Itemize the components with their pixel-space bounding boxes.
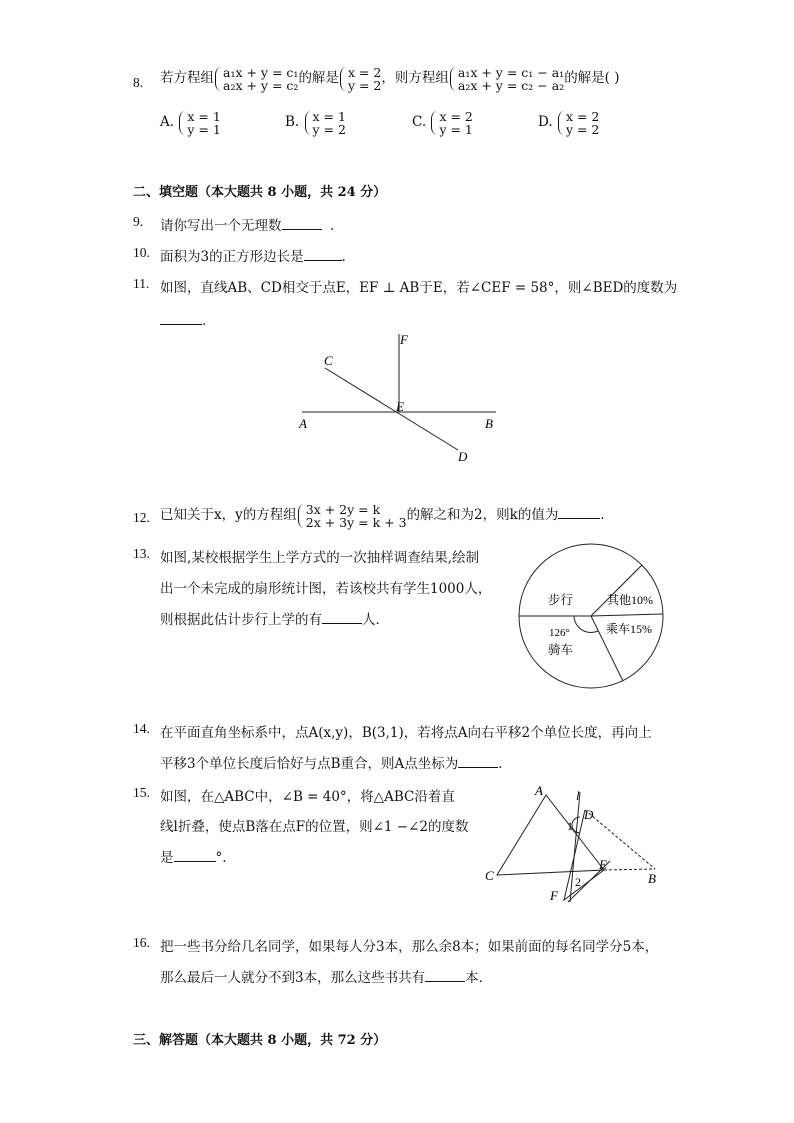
q15-end: °.: [215, 850, 227, 866]
q8-sys2-line2: a₂x + y = c₂ − a₂: [457, 77, 565, 93]
option-line: y = 1: [187, 121, 221, 137]
q8-sys1-line1: a₁x + y = c₁: [223, 64, 299, 80]
q14-number: 14.: [133, 721, 150, 736]
q11-answer-line: [160, 309, 216, 329]
q13-end: 人．: [362, 612, 389, 628]
q8-system2: [449, 66, 564, 92]
label-b: B: [648, 871, 656, 886]
q8-sys2-line1: a₁x + y = c₁ − a₁: [457, 64, 565, 80]
option-label: D.: [538, 114, 553, 130]
q13-number: 13.: [133, 546, 150, 561]
q9-text: [160, 214, 344, 234]
q9-number: 9.: [133, 214, 144, 229]
q11-number: 11.: [133, 276, 150, 291]
q10-end: ．: [341, 249, 356, 265]
slice-angle-bike: 126°: [549, 627, 570, 639]
label-l: l: [576, 788, 580, 803]
label-c: C: [485, 868, 494, 883]
label-d: D: [458, 449, 468, 464]
q8-stem-suffix: 的解是( ): [564, 70, 620, 86]
label-a: A: [299, 416, 307, 431]
q11-figure: [290, 328, 510, 468]
section-2-heading: 二、填空题（本大题共 8 小题，共 24 分）: [133, 185, 387, 200]
q16-stem: 那么最后一人就分不到3本，那么这些书共有: [160, 970, 426, 986]
q16-number: 16.: [133, 935, 150, 950]
q9-stem: 请你写出一个无理数: [160, 218, 282, 234]
q12-end: ．: [600, 507, 614, 523]
line-cd: [325, 368, 458, 450]
q14-end: ．: [498, 756, 512, 772]
q14-answer-blank[interactable]: [458, 755, 498, 768]
q13-line1: 如图,某校根据学生上学方式的一次抽样调查结果,绘制: [160, 550, 480, 566]
q8-system1: [214, 66, 298, 92]
q11-answer-blank[interactable]: [160, 312, 202, 325]
label-f: F: [400, 332, 408, 347]
q8-sys1-line2: a₂x + y = c₂: [223, 77, 299, 93]
q10-stem: 面积为3的正方形边长是: [160, 249, 304, 265]
q16-line2: [160, 966, 492, 986]
q9-answer-blank[interactable]: [282, 217, 322, 230]
q8-option-a: [160, 107, 221, 137]
q8-stem-prefix: 若方程组: [160, 70, 214, 86]
q13-line2: 出一个未完成的扇形统计图，若该校共有学生1000人，: [160, 581, 492, 597]
q12-line2: 2x + 3y = k + 3: [305, 514, 407, 530]
slice-label-bike: 骑车: [548, 643, 574, 657]
q11-end: ．: [202, 313, 216, 329]
q10-number: 10.: [133, 245, 150, 260]
option-line: y = 2: [312, 121, 346, 137]
q16-line1: 把一些书分给几名同学，如果每人分3本，那么余8本；如果前面的每名同学分5本，: [160, 939, 659, 955]
q10-answer-blank[interactable]: [304, 248, 342, 261]
fold-dash-db: [585, 810, 655, 869]
q15-line3: [160, 846, 227, 866]
q16-end: 本．: [465, 970, 493, 986]
q15-line1: 如图，在△ABC中，∠B = 40°，将△ABC沿着直: [160, 789, 455, 805]
q8-option-b: [285, 107, 346, 137]
label-e: E: [396, 399, 404, 414]
q12-suffix: 的解之和为2，则k的值为: [406, 507, 559, 523]
q8-solution: [339, 66, 381, 92]
q15-line2: 线l折叠，使点B落在点F的位置，则∠1 −∠2的度数: [160, 819, 469, 835]
q12-number: 12.: [133, 510, 150, 525]
option-label: B.: [285, 114, 300, 130]
option-line: x = 1: [187, 108, 221, 124]
q8-sol-line1: x = 2: [347, 64, 382, 80]
q13-line3: [160, 608, 389, 628]
q8-option-d: [538, 107, 599, 137]
option-label: A.: [160, 114, 175, 130]
q10-text: [160, 245, 355, 265]
label-c: C: [324, 353, 333, 368]
q8-stem-mid2: ，则方程组: [381, 70, 449, 86]
q12-line1: 3x + 2y = k: [305, 501, 381, 517]
q12-answer-blank[interactable]: [558, 506, 600, 519]
q13-pie-chart: [508, 541, 674, 691]
fold-dash-eb: [604, 869, 655, 870]
option-line: x = 1: [312, 108, 346, 124]
label-a: A: [535, 783, 543, 798]
angle-arc: [574, 616, 598, 633]
section-3-heading: 三、解答题（本大题共 8 小题，共 72 分）: [133, 1033, 387, 1048]
slice-label-other: 其他10%: [607, 593, 653, 607]
q13-answer-blank[interactable]: [322, 611, 362, 624]
q15-number: 15.: [133, 785, 150, 800]
label-angle-2: 2: [575, 875, 581, 889]
option-line: x = 2: [565, 108, 600, 124]
slice-label-bus: 乘车15%: [606, 622, 652, 636]
option-line: x = 2: [439, 108, 473, 124]
q15-figure: [480, 780, 670, 910]
label-d: D: [584, 807, 594, 822]
label-f: F: [550, 888, 558, 903]
q8-number: 8.: [133, 75, 144, 90]
q8-stem: [160, 62, 620, 94]
q13-stem: 则根据此估计步行上学的有: [160, 612, 322, 628]
option-line: y = 1: [439, 121, 473, 137]
option-line: y = 2: [565, 121, 600, 137]
q11-text: 如图，直线AB、CD相交于点E，EF ⊥ AB于E，若∠CEF = 58°，则∠BED的度数为: [160, 280, 678, 296]
pie-divider-right: [591, 614, 663, 616]
pie-divider-upper: [591, 565, 642, 616]
q14-line2: [160, 752, 512, 772]
q15-answer-blank[interactable]: [174, 849, 216, 862]
q9-end: ．: [330, 218, 344, 234]
q8-stem-mid1: 的解是: [298, 70, 339, 86]
q8-option-c: [412, 107, 473, 137]
slice-label-walk: 步行: [548, 593, 574, 607]
label-e: E: [599, 857, 607, 872]
q12-text: [160, 498, 614, 532]
option-label: C.: [412, 114, 427, 130]
q14-line1: 在平面直角坐标系中，点A(x,y)，B(3,1)，若将点A向右平移2个单位长度，再向上: [160, 725, 652, 741]
q12-prefix: 已知关于x，y的方程组: [160, 507, 297, 523]
q14-stem: 平移3个单位长度后恰好与点B重合，则A点坐标为: [160, 756, 459, 772]
q8-sol-line2: y = 2: [347, 77, 382, 93]
q16-answer-blank[interactable]: [425, 969, 465, 982]
label-b: B: [485, 416, 493, 431]
label-angle-1: 1: [567, 819, 573, 833]
q12-system: [297, 503, 407, 529]
q15-stem: 是: [160, 850, 174, 866]
